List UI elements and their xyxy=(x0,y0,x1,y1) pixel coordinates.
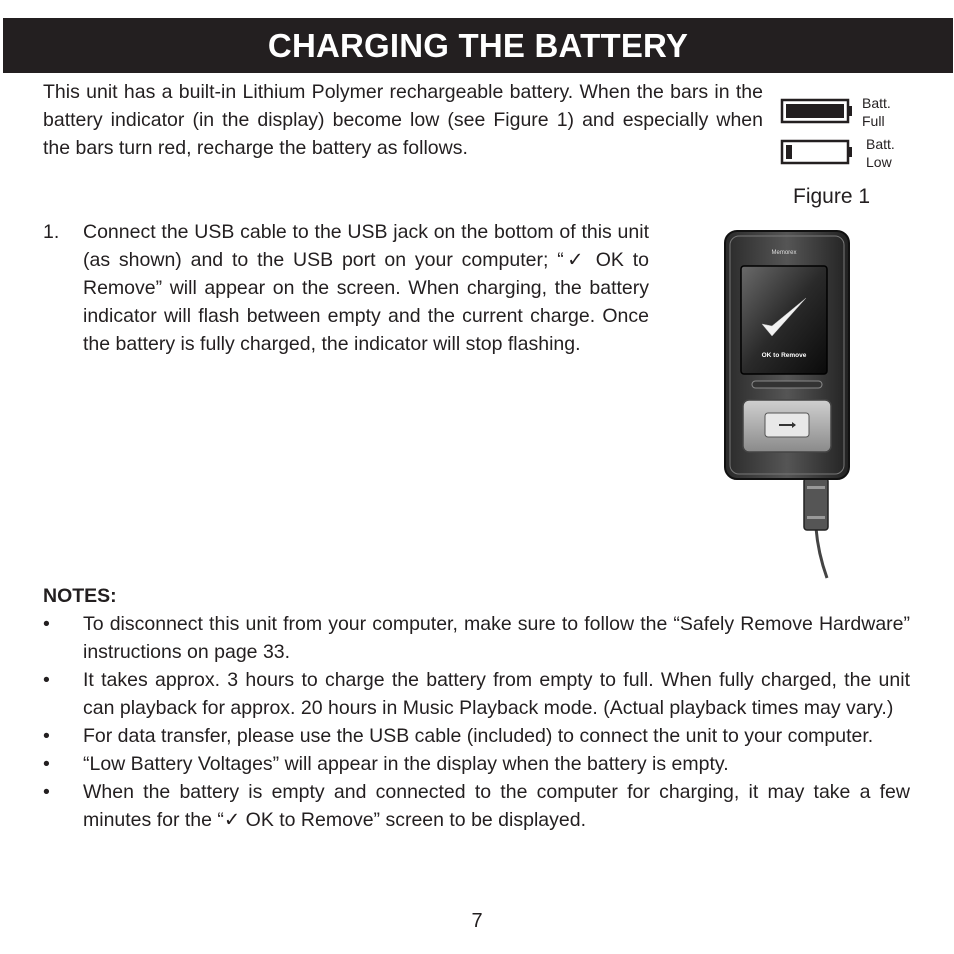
check-icon: ✓ xyxy=(223,808,241,831)
battery-low-icon xyxy=(782,141,852,163)
battery-low-label-2: Low xyxy=(866,154,892,170)
list-item: • “Low Battery Voltages” will appear in the display when the battery is empty. xyxy=(43,750,910,778)
list-item: • For data transfer, please use the USB cable (included) to connect the unit to your computer. xyxy=(43,722,910,750)
list-item: • To disconnect this unit from your computer, make sure to follow the “Safely Remove Hardware” instructions on page 33. xyxy=(43,610,910,666)
battery-full-icon xyxy=(782,100,852,122)
battery-full-label-2: Full xyxy=(862,113,885,129)
step-text: Connect the USB cable to the USB jack on the bottom of this unit (as shown) and to the USB port on your computer; “✓ OK to Remove” will appear on the screen. When charging, the battery indicator will flash between empty and the current charge. Once the battery is fully charged, the indicator will stop flashing. xyxy=(83,221,649,355)
list-item: • When the battery is empty and connected to the computer for charging, it may take a few minutes for the “✓ OK to Remove” screen to be displayed. xyxy=(43,778,910,834)
intro-paragraph: This unit has a built-in Lithium Polymer rechargeable battery. When the bars in the battery indicator (in the display) become low (see Figure 1) and especially when the bars turn red, recharge the battery as follows. xyxy=(43,81,763,159)
battery-low-label-1: Batt. xyxy=(866,136,895,152)
check-icon: ✓ xyxy=(563,248,587,271)
bullet-icon: • xyxy=(43,725,50,747)
mp3-player-illustration xyxy=(712,228,862,580)
list-item: • It takes approx. 3 hours to charge the battery from empty to full. When fully charged, the unit can playback for approx. 20 hours in Music Playback mode. (Actual playback times may vary.) xyxy=(43,666,910,722)
page-number: 7 xyxy=(471,910,483,932)
bullet-icon: • xyxy=(43,781,50,803)
battery-full-label-1: Batt. xyxy=(862,95,891,111)
device-screen-text: OK to Remove xyxy=(761,352,807,359)
battery-indicator-figure xyxy=(780,94,930,174)
device-brand: Memorex xyxy=(771,250,797,256)
notes-section xyxy=(43,582,910,834)
page-title: CHARGING THE BATTERY xyxy=(267,26,689,64)
step-1 xyxy=(43,218,649,358)
notes-list xyxy=(43,610,910,834)
notes-heading: NOTES: xyxy=(43,585,117,607)
mp3-player-icon xyxy=(712,228,862,580)
bullet-icon: • xyxy=(43,613,50,635)
battery-icons xyxy=(780,94,930,174)
step-number: 1. xyxy=(43,221,60,243)
title-bar xyxy=(3,18,953,73)
bullet-icon: • xyxy=(43,669,50,691)
figure-caption: Figure 1 xyxy=(793,185,871,208)
bullet-icon: • xyxy=(43,753,50,775)
